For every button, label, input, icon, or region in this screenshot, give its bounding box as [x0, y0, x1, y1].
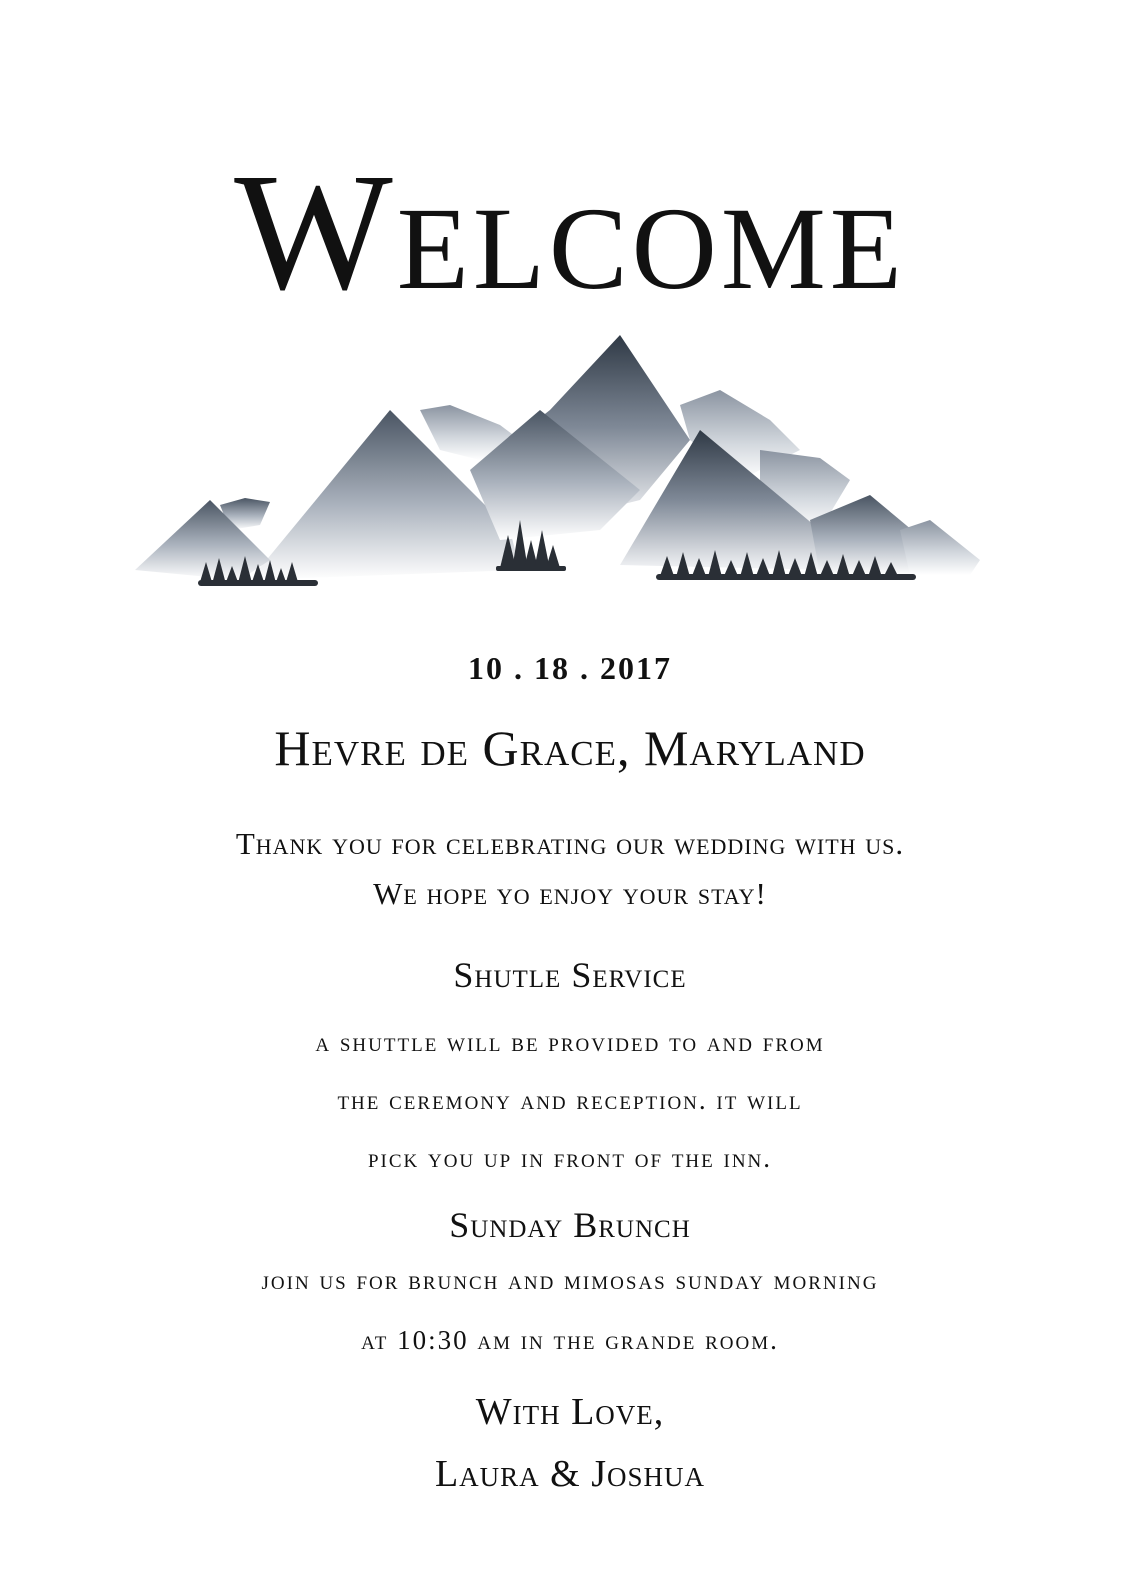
shuttle-line: a shuttle will be provided to and from — [315, 1027, 825, 1057]
mountain-peak — [900, 520, 980, 575]
mountains-illustration — [120, 330, 1000, 610]
shuttle-line: pick you up in front of the inn. — [367, 1143, 773, 1173]
event-date: 10 . 18 . 2017 — [468, 650, 672, 686]
thanks-line-2: We hope yo enjoy your stay! — [373, 876, 767, 911]
event-location: Hevre de Grace, Maryland — [274, 720, 866, 776]
brunch-line: at 10:30 am in the grande room. — [361, 1325, 779, 1355]
brunch-heading: Sunday Brunch — [449, 1205, 691, 1245]
couple-names: Laura & Joshua — [434, 1453, 706, 1495]
welcome-title: Welcome — [234, 139, 906, 325]
closing-line: With Love, — [475, 1391, 665, 1433]
brunch-line: join us for brunch and mimosas sunday morning — [261, 1265, 879, 1295]
thanks-line-1: Thank you for celebrating our wedding with us. — [235, 826, 905, 861]
shuttle-heading: Shutle Service — [453, 955, 687, 995]
shuttle-line: the ceremony and reception. it will — [337, 1085, 803, 1115]
